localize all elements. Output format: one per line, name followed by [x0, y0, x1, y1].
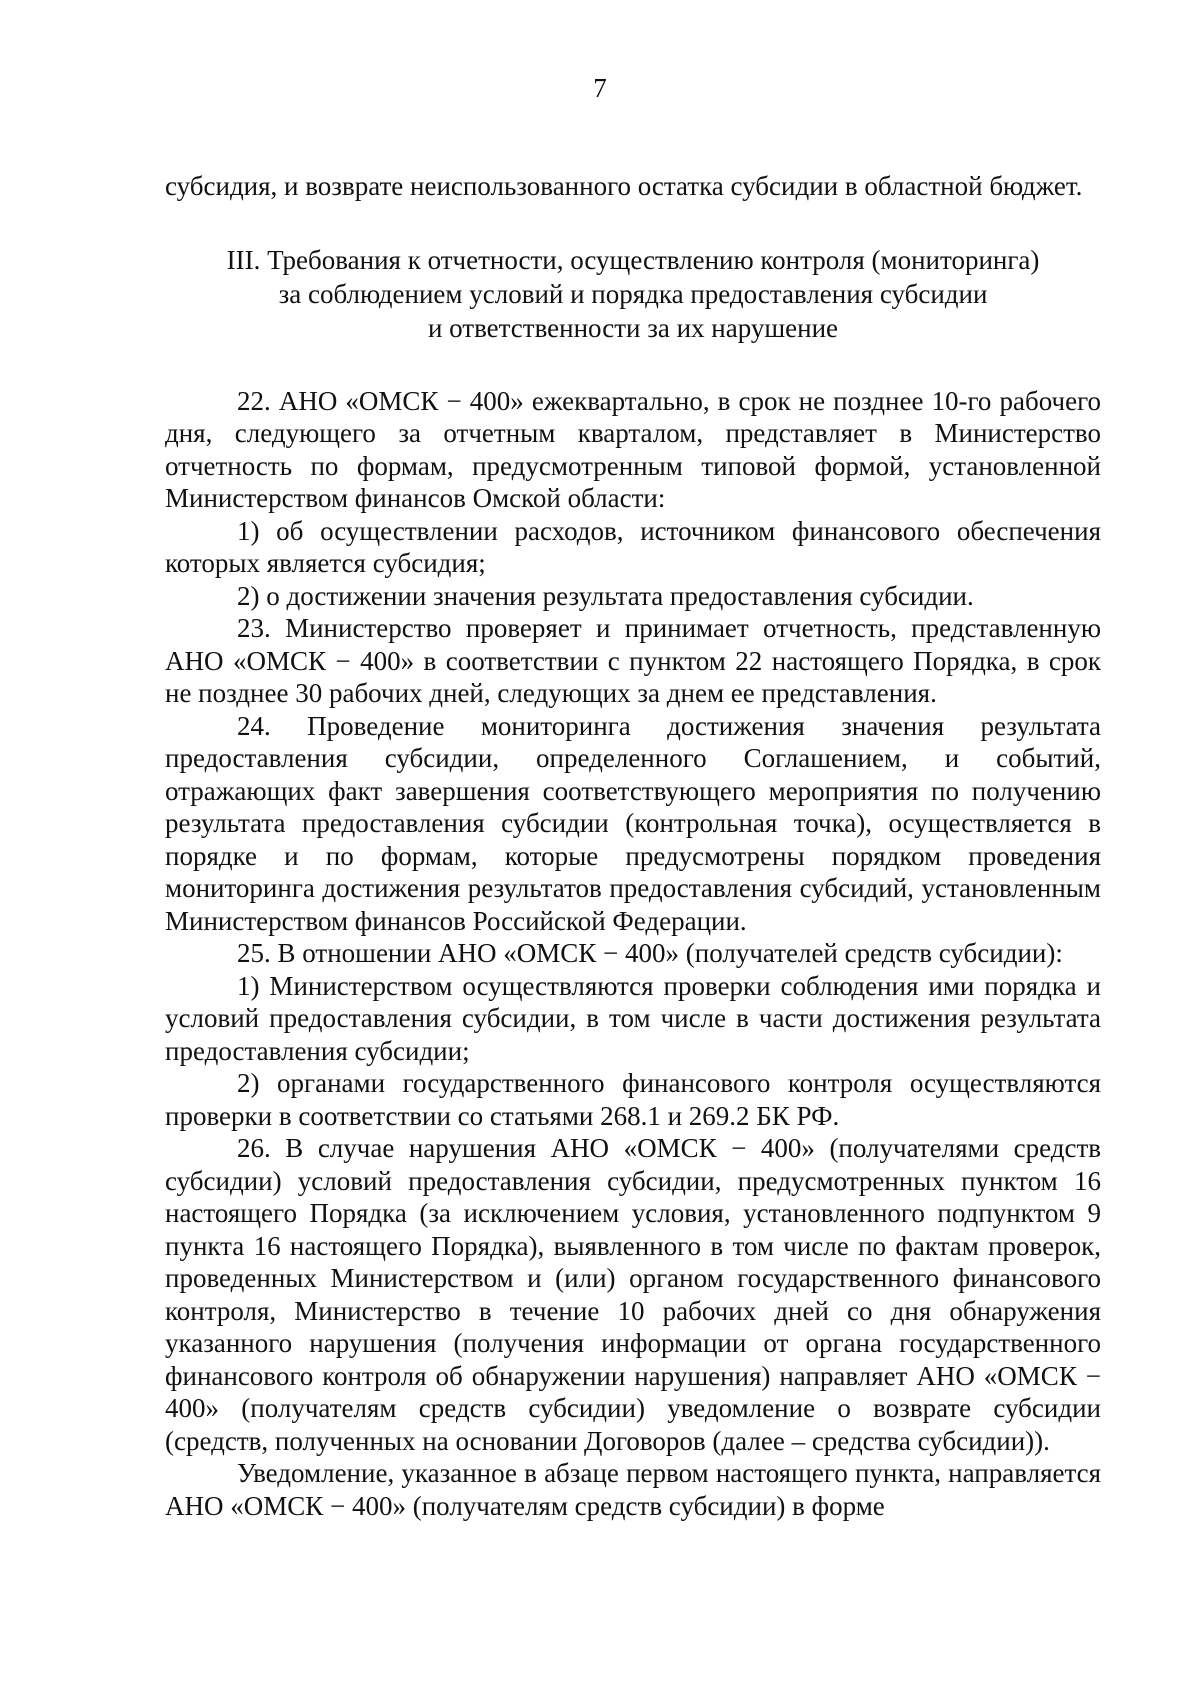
page-number: 7 — [593, 73, 607, 103]
paragraph-25: 25. В отношении АНО «ОМСК − 400» (получателей средств субсидии): — [237, 938, 1063, 968]
paragraph-22: 22. АНО «ОМСК − 400» ежеквартально, в срок не позднее 10-го рабочего дня, следующего за отчетным кварталом, представляет в Министерство отчетность по формам, предусмотренным типовой формой, установленной Министерством финансов Омской области: — [165, 385, 1101, 513]
paragraph-22-item-1: 1) об осуществлении расходов, источником финансового обеспечения которых является субсидия; — [165, 515, 1101, 578]
section-heading — [165, 243, 1101, 345]
paragraph-25-item-1: 1) Министерством осуществляются проверки соблюдения ими порядка и условий предоставления субсидии, в том числе в части достижения результата предоставления субсидии; — [165, 970, 1101, 1066]
paragraph-26-notice: Уведомление, указанное в абзаце первом настоящего пункта, направляется АНО «ОМСК − 400» (получателям средств субсидии) в форме — [165, 1458, 1101, 1521]
section-heading-line: и ответственности за их нарушение — [427, 312, 839, 343]
paragraph-26: 26. В случае нарушения АНО «ОМСК − 400» (получателями средств субсидии) условий предоставления субсидии, предусмотренных пунктом 16 настоящего Порядка (за исключением условия, установленного подпунктом 9 пункта 16 настоящего Порядка), выявленного в том числе по фактам проверок, проведенных Министерством и (или) органом государственного финансового контроля, Министерство в течение 10 рабочих дней со дня обнаружения указанного нарушения (получения информации от органа государственного финансового контроля об обнаружении нарушения) направляет АНО «ОМСК − 400» (получателям средств субсидии) уведомление о возврате субсидии (средств, полученных на основании Договоров (далее – средства субсидии)). — [165, 1133, 1101, 1456]
paragraph-25-item-2: 2) органами государственного финансового контроля осуществляются проверки в соответствии со статьями 268.1 и 269.2 БК РФ. — [165, 1068, 1101, 1131]
section-heading-line: III. Требования к отчетности, осуществлению контроля (мониторинга) — [226, 244, 1040, 275]
document-body — [165, 170, 1101, 1522]
paragraph-23: 23. Министерство проверяет и принимает отчетность, представленную АНО «ОМСК − 400» в соответствии с пунктом 22 настоящего Порядка, в срок не позднее 30 рабочих дней, следующих за днем ее представления. — [165, 613, 1101, 708]
paragraph-22-item-2: 2) о достижении значения результата предоставления субсидии. — [237, 580, 974, 611]
intro-paragraph: субсидия, и возврате неиспользованного остатка субсидии в областной бюджет. — [165, 171, 1083, 201]
section-heading-line: за соблюдением условий и порядка предоставления субсидии — [278, 278, 988, 309]
paragraph-24: 24. Проведение мониторинга достижения значения результата предоставления субсидии, определенного Соглашением, и событий, отражающих факт завершения соответствующего мероприятия по получению результата предоставления субсидии (контрольная точка), осуществляется в порядке и по формам, которые предусмотрены порядком проведения мониторинга достижения результатов предоставления субсидий, установленным Министерством финансов Российской Федерации. — [165, 710, 1101, 936]
